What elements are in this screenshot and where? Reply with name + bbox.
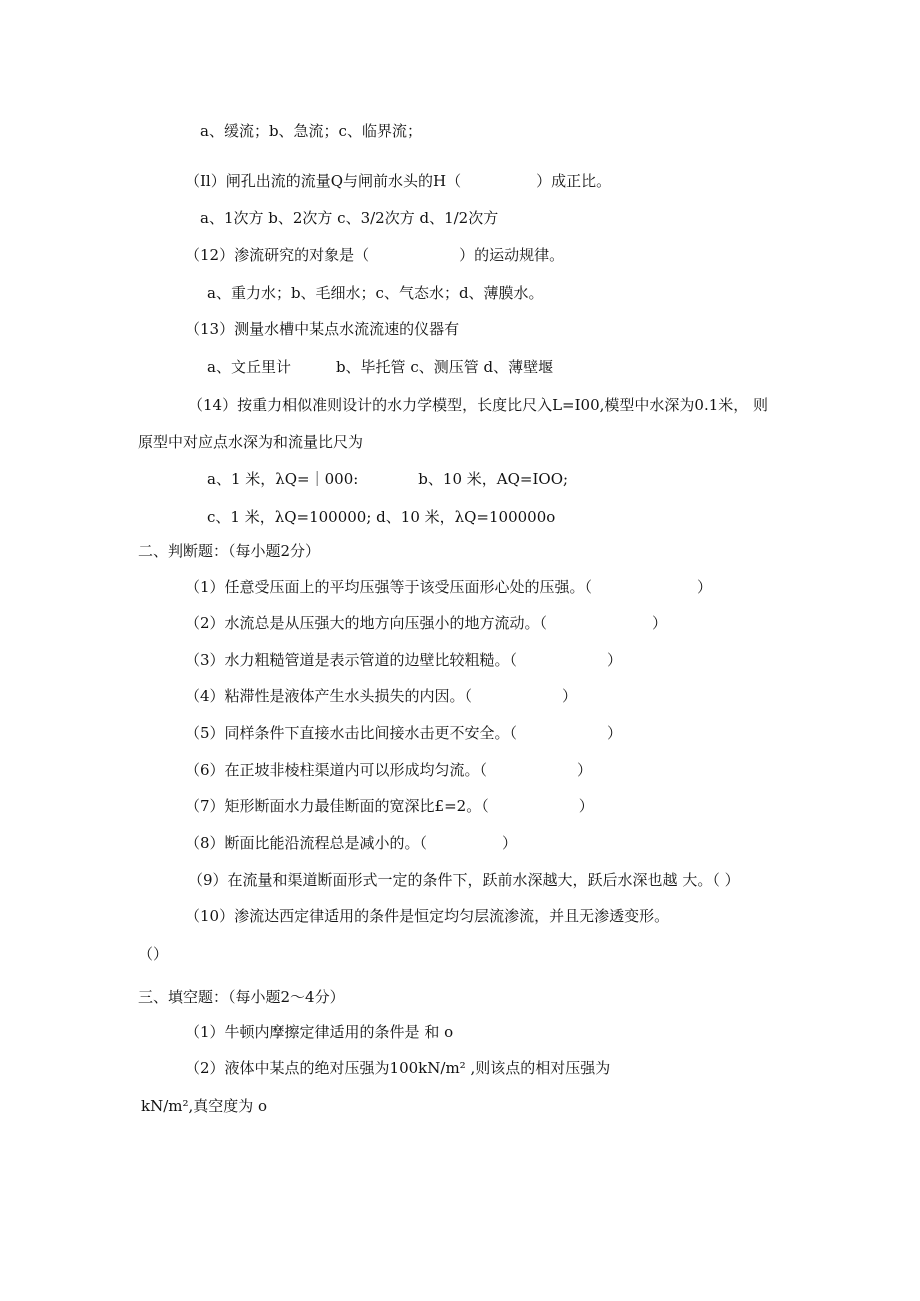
judgment-6: （6）在正坡非棱柱渠道内可以形成均匀流。（ ） (185, 761, 593, 779)
fill-2-continued: kN/m²,真空度为 o (141, 1097, 268, 1115)
judgment-1: （1）任意受压面上的平均压强等于该受压面形心处的压强。（ ） (185, 578, 713, 596)
q10-options: a、缓流；b、急流；c、临界流； (200, 122, 422, 140)
question-12: （12）渗流研究的对象是（ ）的运动规律。 (185, 246, 565, 264)
section-2-title: 二、判断题：（每小题2分） (138, 542, 321, 560)
q11-options: a、1次方 b、2次方 c、3/2次方 d、1/2次方 (200, 209, 499, 227)
fill-1: （1）牛顿内摩擦定律适用的条件是 和 o (185, 1023, 454, 1041)
fill-2: （2）液体中某点的绝对压强为100kN/m² ,则该点的相对压强为 (185, 1059, 611, 1077)
judgment-2: （2）水流总是从压强大的地方向压强小的地方流动。（ ） (185, 614, 668, 632)
judgment-8: （8）断面比能沿流程总是减小的。（ ） (185, 834, 518, 852)
q14-options-ab: a、1 米，λQ=｜000: b、10 米，AQ=IOO; (207, 470, 569, 488)
judgment-4: （4）粘滞性是液体产生水头损失的内因。（ ） (185, 687, 578, 705)
judgment-10-answer: （） (138, 945, 169, 963)
judgment-7: （7）矩形断面水力最佳断面的宽深比£=2。（ ） (185, 797, 594, 815)
judgment-9: （9）在流量和渠道断面形式一定的条件下，跃前水深越大，跃后水深也越 大。（ ） (188, 871, 740, 889)
judgment-3: （3）水力粗糙管道是表示管道的边壁比较粗糙。（ ） (185, 651, 623, 669)
question-14-line2: 原型中对应点水深为和流量比尺为 (138, 433, 364, 451)
q13-options: a、文丘里计 b、毕托管 c、测压管 d、薄壁堰 (207, 358, 554, 376)
q12-options: a、重力水；b、毛细水；c、气态水；d、薄膜水。 (207, 284, 544, 302)
question-13: （13）测量水槽中某点水流流速的仪器有 (185, 320, 460, 338)
section-3-title: 三、填空题：（每小题2～4分） (138, 988, 345, 1006)
question-11: （Il）闸孔出流的流量Q与闸前水头的H（ ）成正比。 (185, 172, 612, 190)
question-14-line1: （14）按重力相似准则设计的水力学模型，长度比尺入L=I00,模型中水深为0.1米， 则 (188, 396, 769, 414)
judgment-5: （5）同样条件下直接水击比间接水击更不安全。（ ） (185, 724, 623, 742)
q14-options-cd: c、1 米，λQ=100000; d、10 米，λQ=100000o (207, 508, 556, 526)
judgment-10: （10）渗流达西定律适用的条件是恒定均匀层流渗流，并且无渗透变形。 (185, 907, 670, 925)
